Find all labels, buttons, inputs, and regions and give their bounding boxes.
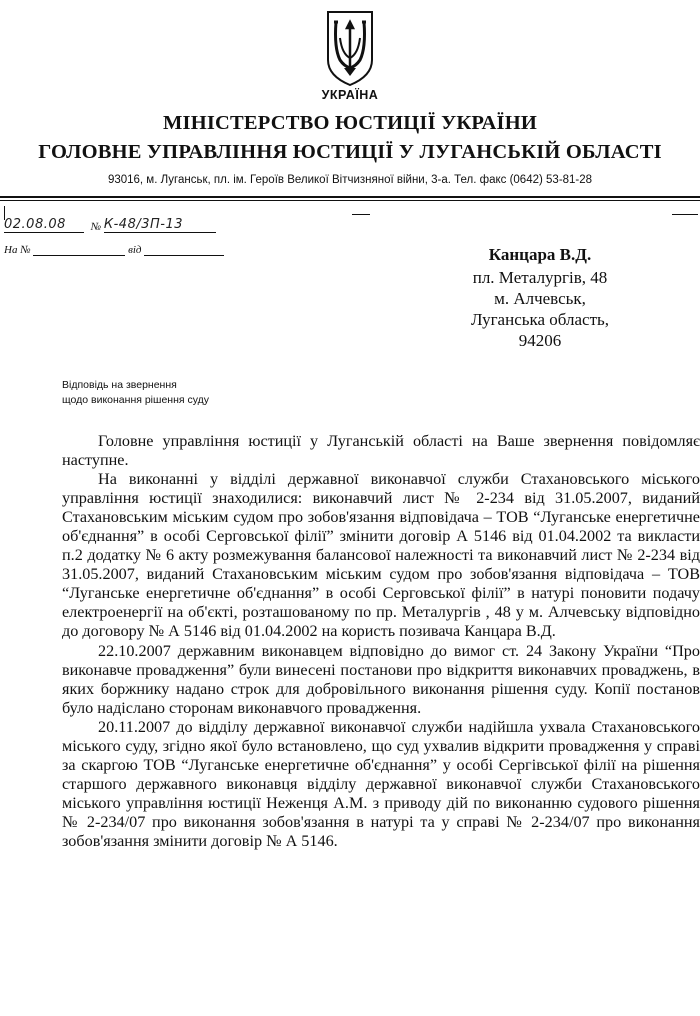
department-address: 93016, м. Луганськ, пл. ім. Героїв Великої Вітчизняної війни, 3-а. Тел. факс (0642) 53-81-28 <box>107 174 593 186</box>
body-paragraph: 20.11.2007 до відділу державної виконавчої служби надійшла ухвала Стахановського міського суду, згідно якої було встановлено, що суд ухвалив відкрити провадження у справі за скаргою ТОВ “Луганське енергетичне об'єднання” у особі Сергівської філії на рішення старшого державного виконавця відділу державної виконавчої служби Стахановського міського управління юстиції Неженця А.М. з приводу дій по виконанню судового рішення № 2-234/07 про виконання зобов'язання в натурі та у справі № 2-234/07 про виконання зобов'язання змінити договір № А 5146. <box>62 717 700 850</box>
body-paragraph: Головне управління юстиції у Луганській області на Ваше звернення повідомляє наступне. <box>62 432 700 470</box>
header-divider-thin <box>0 200 700 201</box>
outgoing-reg-line <box>4 217 216 233</box>
corner-mark <box>352 214 370 215</box>
department-title: ГОЛОВНЕ УПРАВЛІННЯ ЮСТИЦІЇ У ЛУГАНСЬКІЙ ОБЛАСТІ <box>38 141 662 163</box>
recipient-block <box>410 244 670 351</box>
body-paragraph: 22.10.2007 державним виконавцем відповідно до вимог ст. 24 Закону України “Про виконавче провадження” були винесені постанови про відкриття виконавчих проваджень, в яких боржнику надано строк для добровільного виконання рішення суду. Копії постанов було надіслано сторонам виконавчого провадження. <box>62 641 700 717</box>
incoming-reg-line <box>4 244 224 256</box>
ministry-title: МІНІСТЕРСТВО ЮСТИЦІЇ УКРАЇНИ <box>162 112 537 134</box>
recipient-region: Луганська область, <box>470 310 610 329</box>
subject-block <box>62 378 209 408</box>
recipient-postcode: 94206 <box>518 331 562 350</box>
reg-number-label: № <box>90 221 102 233</box>
subject-line: щодо виконання рішення суду <box>62 394 210 406</box>
reg-date: 02.08.08 <box>4 217 66 232</box>
from-label: від <box>128 244 142 256</box>
letter-body <box>62 432 700 851</box>
recipient-name: Канцара В.Д. <box>488 245 592 264</box>
corner-mark <box>672 214 698 215</box>
reg-number: К-48/3П-13 <box>103 217 183 232</box>
body-paragraph: На виконанні у відділі державної виконавчої служби Стахановського міського управління юстиції знаходилися: виконавчий лист № 2-234 від 31.05.2007, виданий Стахановським міським судом про зобов'язання відповідача – ТОВ “Луганське енергетичне об'єднання” в особі Серговської філії” змінити договір А 5146 від 01.04.2002 та викласти п.2 додатку № 6 акту розмежування балансової належності та виконавчий лист № 2-234 від 31.05.2007, виданий Стахановським міським судом про зобов'язання відповідача – ТОВ “Луганське енергетичне об'єднання” в особі Серговської філії” в натурі поновити подачу електроенергії на об'єкті, розташованому по пр. Металургів , 48 у м. Алчевську відповідно до договору № А 5146 від 01.04.2002 на користь позивача Канцара В.Д. <box>62 470 700 641</box>
incoming-label: На № <box>4 244 31 256</box>
recipient-city: м. Алчевськ, <box>494 289 586 308</box>
recipient-street: пл. Металургів, 48 <box>472 268 608 287</box>
country-name: УКРАЇНА <box>321 88 379 102</box>
trident-emblem-icon <box>322 8 378 88</box>
header-divider <box>0 196 700 198</box>
subject-line: Відповідь на звернення <box>62 379 177 391</box>
